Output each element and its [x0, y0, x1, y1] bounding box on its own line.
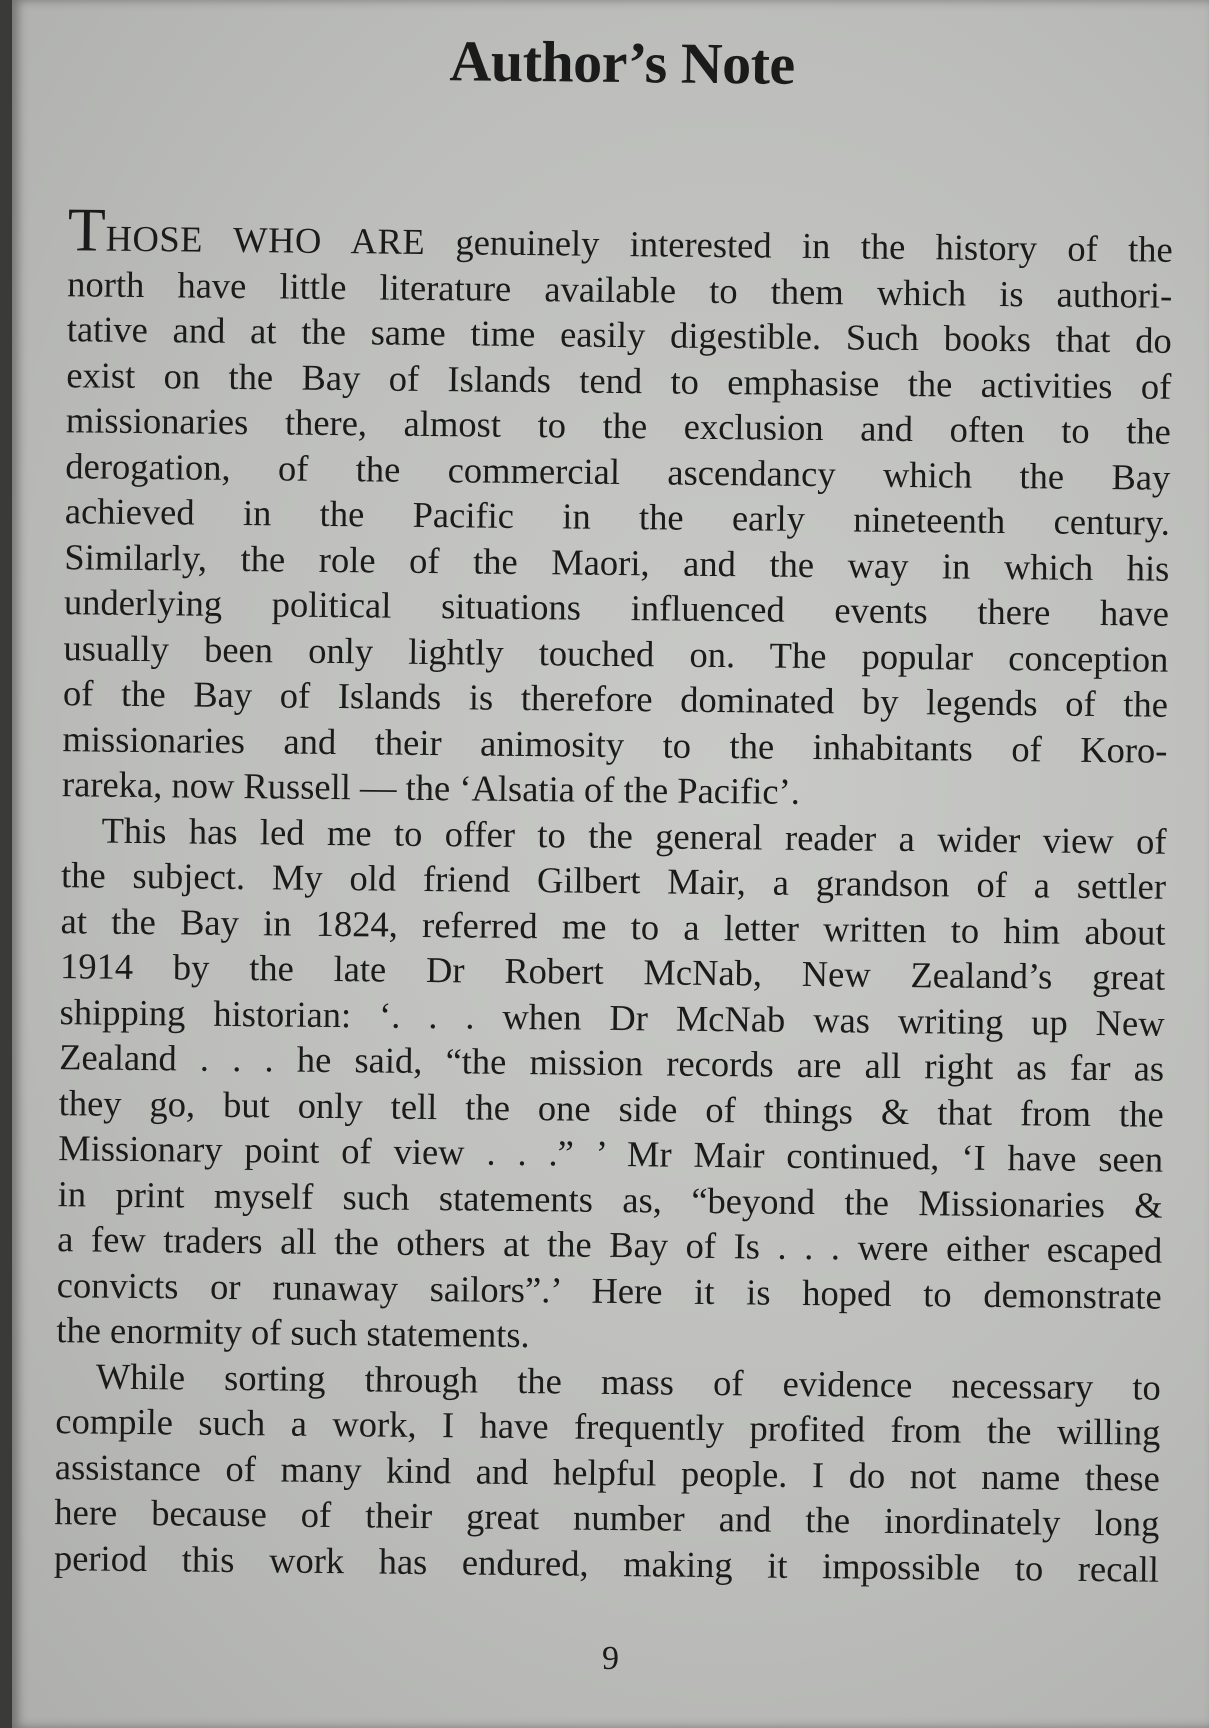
small-caps-lead: HOSE WHO ARE	[105, 217, 426, 262]
text-line: missionaries and their animosity to the inhabitants of Koro-	[62, 717, 1168, 771]
text-line: exist on the Bay of Islands tend to emphasise the activities of	[66, 353, 1172, 407]
text-line: Missionary point of view . . .” ’ Mr Mair continued, ‘I have seen	[58, 1127, 1164, 1180]
paragraph-1	[61, 196, 1173, 818]
text-line: While sorting through the mass of evidence necessary to	[95, 1355, 1162, 1408]
text-line: Zealand . . . he said, “the mission records are all right as far as	[58, 1036, 1165, 1089]
text-line: a few traders all the others at the Bay of Is . . . were either escaped	[57, 1218, 1163, 1271]
text-line: underlying political situations influenced events there have	[63, 581, 1170, 634]
text-line: north have little literature available to them which is authori-	[67, 262, 1173, 316]
book-page	[12, 0, 1209, 1728]
text-line: compile such a work, I have frequently profited from the willing	[55, 1400, 1161, 1453]
text-line: at the Bay in 1824, referred me to a letter written to him about	[60, 899, 1166, 953]
text-line: missionaries there, almost to the exclusion and often to the	[65, 399, 1172, 452]
text-line: convicts or runaway sailors”.’ Here it is hoped to demonstrate	[56, 1263, 1162, 1317]
text-line: tative and at the same time easily digestible. Such books that do	[66, 308, 1172, 361]
page-content	[54, 22, 1175, 1591]
text-line: the subject. My old friend Gilbert Mair, a grandson of a settler	[60, 854, 1167, 907]
paragraph-2	[56, 807, 1167, 1365]
text-line: achieved in the Pacific in the early nineteenth century.	[64, 490, 1171, 543]
text-line: they go, but only tell the one side of things & that from the	[58, 1081, 1164, 1135]
text-line: shipping historian: ‘. . . when Dr McNab was writing up New	[59, 990, 1165, 1044]
text-line: assistance of many kind and helpful people. I do not name these	[54, 1445, 1161, 1499]
text-line: here because of their great number and the inordinately long	[54, 1491, 1160, 1544]
page-number: 9	[602, 1640, 619, 1677]
paragraph-3	[54, 1353, 1161, 1592]
drop-cap: T	[67, 196, 107, 265]
text-line: the enormity of such statements.	[56, 1309, 530, 1356]
text-line: This has led me to offer to the general reader a wider view of	[101, 809, 1167, 862]
text-line: 1914 by the late Dr Robert McNab, New Zealand’s great	[59, 945, 1166, 998]
text-line: usually been only lightly touched on. The popular conception	[63, 626, 1169, 680]
text-line: period this work has endured, making it impossible to recall	[53, 1536, 1160, 1590]
text-line: Similarly, the role of the Maori, and the way in which his	[64, 535, 1170, 589]
text-line: derogation, of the commercial ascendancy which the Bay	[65, 444, 1171, 498]
page-title: Author’s Note	[449, 28, 796, 97]
text-line: in print myself such statements as, “beyond the Missionaries &	[57, 1172, 1163, 1226]
text-line: rareka, now Russell — the ‘Alsatia of the Pacific’.	[61, 763, 801, 812]
text-line: of the Bay of Islands is therefore dominated by legends of the	[62, 672, 1169, 725]
opening-line-rest: genuinely interested in the history of the	[424, 220, 1173, 270]
